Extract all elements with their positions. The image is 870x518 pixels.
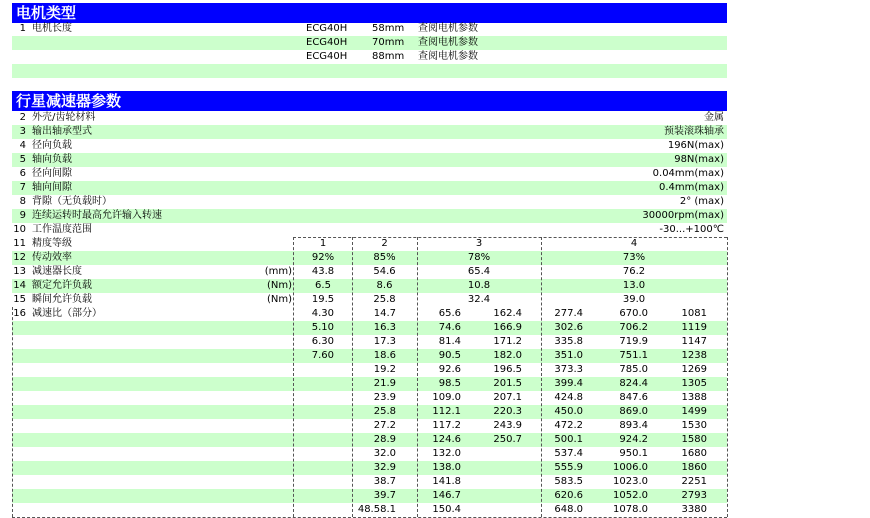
- group-value-4: 4: [630, 238, 638, 249]
- param-row: [12, 167, 727, 181]
- ratio-g4c: 1530: [681, 420, 707, 431]
- ratio-row: [12, 377, 727, 391]
- motor-model: ECG40H: [306, 51, 348, 62]
- group-value-1: 92%: [311, 252, 335, 263]
- group-value-4: 73%: [622, 252, 646, 263]
- grade-row: [12, 237, 727, 251]
- ratio-row: [12, 307, 727, 321]
- ratio-row: [12, 349, 727, 363]
- ratio-g4b: 751.1: [619, 350, 648, 361]
- ratio-g2: 19.2: [373, 364, 396, 375]
- motor-section-header: [12, 3, 727, 23]
- group-value-2: 2: [381, 238, 388, 249]
- ratio-g4a: 399.4: [554, 378, 583, 389]
- ratio-g2: 27.2: [373, 420, 396, 431]
- ratio-row: [12, 335, 727, 349]
- param-row: [12, 111, 727, 125]
- param-value: 30000rpm(max): [642, 210, 724, 221]
- ratio-row: [12, 391, 727, 405]
- param-row: [12, 223, 727, 237]
- ratio-g4c: 1147: [681, 336, 707, 347]
- ratio-g4c: 1119: [681, 322, 707, 333]
- group-value-2: 8.6: [376, 280, 393, 291]
- gearbox-section-header: [12, 91, 727, 111]
- param-label: 轴向负载: [32, 154, 72, 165]
- ratio-g3a: 132.0: [432, 448, 461, 459]
- ratio-g1: 7.60: [311, 350, 334, 361]
- ratio-g3b: 243.9: [493, 420, 522, 431]
- gearbox-length-row: [12, 265, 727, 279]
- motor-row: [12, 64, 727, 78]
- param-label: 输出轴承型式: [32, 126, 92, 137]
- row-label: 精度等级: [32, 238, 72, 249]
- ratio-g4a: 583.5: [554, 476, 583, 487]
- ratio-g4b: 1023.0: [613, 476, 648, 487]
- ratio-row: [12, 503, 727, 517]
- grid-divider: [727, 237, 728, 517]
- param-value: 196N(max): [667, 140, 724, 151]
- group-value-1: 43.8: [311, 266, 335, 277]
- motor-section-title: 电机类型: [16, 4, 77, 22]
- group-value-2: 54.6: [373, 266, 396, 277]
- ratio-g3a: 81.4: [438, 336, 461, 347]
- ratio-row: [12, 433, 727, 447]
- rated-load-row: [12, 279, 727, 293]
- group-value-1: 19.5: [311, 294, 335, 305]
- motor-params-link[interactable]: 查阅电机参数: [418, 23, 478, 34]
- ratio-g4c: 1238: [681, 350, 707, 361]
- ratio-g3a: 109.0: [432, 392, 461, 403]
- ratio-g4c: 1580: [681, 434, 707, 445]
- grid-divider: [293, 237, 294, 517]
- ratio-g4a: 335.8: [554, 336, 583, 347]
- row-number: 14: [13, 280, 26, 291]
- ratio-row: [12, 447, 727, 461]
- ratio-g4a: 277.4: [554, 308, 583, 319]
- row-number: 9: [19, 210, 26, 221]
- param-value: 2° (max): [679, 196, 724, 207]
- row-number: 2: [19, 112, 26, 123]
- ratio-g3b: 207.1: [493, 392, 522, 403]
- ratio-g3b: 220.3: [493, 406, 522, 417]
- row-unit: (Nm): [266, 280, 292, 291]
- param-label: 背隙（无负载时）: [32, 196, 112, 207]
- motor-row: [12, 36, 727, 50]
- ratio-g2: 48.58.1: [357, 504, 396, 515]
- ratio-g3b: 201.5: [493, 378, 522, 389]
- group-value-2: 25.8: [373, 294, 396, 305]
- ratio-g3a: 90.5: [438, 350, 461, 361]
- grid-divider: [352, 237, 353, 517]
- ratio-g4a: 450.0: [554, 406, 583, 417]
- ratio-g3a: 146.7: [432, 490, 461, 501]
- ratio-g4c: 2251: [681, 476, 707, 487]
- motor-row: [12, 50, 727, 64]
- ratio-g4a: 555.9: [554, 462, 583, 473]
- motor-params-link[interactable]: 查阅电机参数: [418, 37, 478, 48]
- ratio-g2: 17.3: [373, 336, 396, 347]
- ratio-g4b: 950.1: [619, 448, 648, 459]
- group-value-1: 1: [319, 238, 327, 249]
- ratio-row: [12, 321, 727, 335]
- ratio-g2: 23.9: [373, 392, 396, 403]
- group-value-1: 6.5: [315, 280, 331, 291]
- ratio-g4b: 847.6: [619, 392, 648, 403]
- param-label: 外壳/齿轮材料: [32, 112, 96, 123]
- motor-length-value: 70mm: [372, 37, 405, 48]
- group-value-3: 10.8: [467, 280, 491, 291]
- motor-length-value: 58mm: [372, 23, 405, 34]
- row-number: 5: [19, 154, 26, 165]
- row-number: 7: [19, 182, 26, 193]
- param-row: [12, 139, 727, 153]
- ratio-g4a: 424.8: [554, 392, 583, 403]
- row-number: 1: [19, 23, 26, 34]
- ratio-g2: 18.6: [373, 350, 396, 361]
- motor-length-label: 电机长度: [32, 23, 72, 34]
- ratio-g3b: 182.0: [493, 350, 522, 361]
- ratio-g4c: 1305: [681, 378, 707, 389]
- param-value: 0.4mm(max): [659, 182, 724, 193]
- row-unit: (mm): [264, 266, 292, 277]
- ratio-g4c: 1081: [681, 308, 707, 319]
- grid-divider: [541, 237, 542, 517]
- row-number: 6: [19, 168, 26, 179]
- motor-params-link[interactable]: 查阅电机参数: [418, 51, 478, 62]
- ratio-g2: 14.7: [373, 308, 396, 319]
- ratio-g3a: 117.2: [432, 420, 461, 431]
- ratio-g3a: 65.6: [438, 308, 461, 319]
- param-value: 预装滚珠轴承: [664, 126, 724, 137]
- ratio-g3a: 138.0: [432, 462, 461, 473]
- ratio-g4b: 924.2: [619, 434, 648, 445]
- param-value: 金属: [704, 112, 724, 123]
- ratio-row: [12, 461, 727, 475]
- row-number: 13: [13, 266, 26, 277]
- ratio-g4a: 620.6: [554, 490, 583, 501]
- ratio-row: [12, 405, 727, 419]
- ratio-g2: 32.0: [373, 448, 396, 459]
- ratio-g2: 28.9: [373, 434, 396, 445]
- motor-row: [12, 22, 727, 36]
- ratio-g3a: 124.6: [432, 434, 461, 445]
- ratio-g4c: 1680: [681, 448, 707, 459]
- ratio-g4c: 1860: [681, 462, 707, 473]
- group-value-3: 78%: [467, 252, 491, 263]
- row-number: 12: [13, 252, 26, 263]
- ratio-row: [12, 489, 727, 503]
- ratio-g2: 32.9: [373, 462, 396, 473]
- param-row: [12, 209, 727, 223]
- param-row: [12, 181, 727, 195]
- ratio-g4c: 2793: [681, 490, 707, 501]
- grid-divider: [417, 237, 418, 517]
- row-unit: (Nm): [266, 294, 292, 305]
- ratio-g3b: 196.5: [493, 364, 522, 375]
- ratio-g3a: 74.6: [438, 322, 461, 333]
- motor-model: ECG40H: [306, 23, 348, 34]
- ratio-g3a: 150.4: [432, 504, 461, 515]
- ratio-g4b: 869.0: [619, 406, 648, 417]
- ratio-g2: 16.3: [373, 322, 396, 333]
- ratio-row: [12, 419, 727, 433]
- param-value: -30...+100℃: [659, 224, 724, 235]
- ratio-g3b: 171.2: [493, 336, 522, 347]
- group-value-2: 85%: [373, 252, 396, 263]
- ratio-g4a: 373.3: [554, 364, 583, 375]
- ratio-g4b: 1006.0: [613, 462, 648, 473]
- ratio-g4c: 1499: [681, 406, 707, 417]
- ratio-g4a: 472.2: [554, 420, 583, 431]
- ratio-g4a: 351.0: [554, 350, 583, 361]
- param-value: 0.04mm(max): [652, 168, 724, 179]
- ratio-g3a: 112.1: [432, 406, 461, 417]
- row-number: 16: [13, 308, 26, 319]
- row-number: 11: [13, 238, 26, 249]
- ratio-g4b: 893.4: [619, 420, 648, 431]
- param-label: 工作温度范围: [32, 224, 92, 235]
- row-label: 减速比（部分）: [32, 308, 102, 319]
- grid-divider: [293, 237, 727, 238]
- row-number: 3: [19, 126, 26, 137]
- ratio-g4c: 1269: [681, 364, 707, 375]
- group-value-4: 76.2: [622, 266, 646, 277]
- ratio-g2: 21.9: [373, 378, 396, 389]
- param-label: 径向间隙: [32, 168, 72, 179]
- ratio-g3b: 162.4: [493, 308, 522, 319]
- ratio-row: [12, 475, 727, 489]
- ratio-g4b: 670.0: [619, 308, 648, 319]
- row-number: 15: [13, 294, 26, 305]
- ratio-g2: 38.7: [373, 476, 396, 487]
- ratio-g4a: 648.0: [554, 504, 583, 515]
- ratio-g4a: 537.4: [554, 448, 583, 459]
- ratio-g2: 39.7: [373, 490, 396, 501]
- ratio-g4b: 824.4: [619, 378, 648, 389]
- row-label: 减速器长度: [32, 266, 82, 277]
- group-value-4: 39.0: [622, 294, 646, 305]
- ratio-g4b: 1052.0: [613, 490, 648, 501]
- ratio-g3a: 92.6: [438, 364, 461, 375]
- ratio-g3b: 250.7: [493, 434, 522, 445]
- ratio-g4c: 3380: [681, 504, 707, 515]
- instant-load-row: [12, 293, 727, 307]
- group-value-4: 13.0: [622, 280, 646, 291]
- param-label: 轴向间隙: [32, 182, 72, 193]
- efficiency-row: [12, 251, 727, 265]
- ratio-row: [12, 363, 727, 377]
- ratio-g1: 5.10: [311, 322, 334, 333]
- row-number: 10: [13, 224, 26, 235]
- gearbox-section-title: 行星减速器参数: [16, 92, 122, 110]
- ratio-g4b: 719.9: [619, 336, 648, 347]
- param-label: 连续运转时最高允许输入转速: [32, 210, 162, 221]
- row-label: 额定允许负载: [32, 280, 92, 291]
- ratio-g4a: 302.6: [554, 322, 583, 333]
- param-row: [12, 153, 727, 167]
- ratio-g4a: 500.1: [554, 434, 583, 445]
- ratio-g4c: 1388: [681, 392, 707, 403]
- param-row: [12, 195, 727, 209]
- motor-length-value: 88mm: [372, 51, 405, 62]
- row-number: 4: [19, 140, 26, 151]
- param-value: 98N(max): [674, 154, 724, 165]
- ratio-g1: 6.30: [311, 336, 334, 347]
- grid-divider: [12, 307, 13, 517]
- motor-model: ECG40H: [306, 37, 348, 48]
- row-number: 8: [19, 196, 26, 207]
- param-label: 径向负载: [32, 140, 72, 151]
- group-value-3: 32.4: [467, 294, 491, 305]
- group-value-3: 65.4: [467, 266, 491, 277]
- param-row: [12, 125, 727, 139]
- ratio-g4b: 706.2: [619, 322, 648, 333]
- ratio-g4b: 785.0: [619, 364, 648, 375]
- ratio-g3b: 166.9: [493, 322, 522, 333]
- row-label: 传动效率: [32, 252, 72, 263]
- ratio-g2: 25.8: [373, 406, 396, 417]
- ratio-g4b: 1078.0: [613, 504, 648, 515]
- group-value-3: 3: [475, 238, 483, 249]
- ratio-g3a: 98.5: [438, 378, 461, 389]
- row-label: 瞬间允许负载: [32, 294, 92, 305]
- ratio-g1: 4.30: [311, 308, 334, 319]
- ratio-g3a: 141.8: [432, 476, 461, 487]
